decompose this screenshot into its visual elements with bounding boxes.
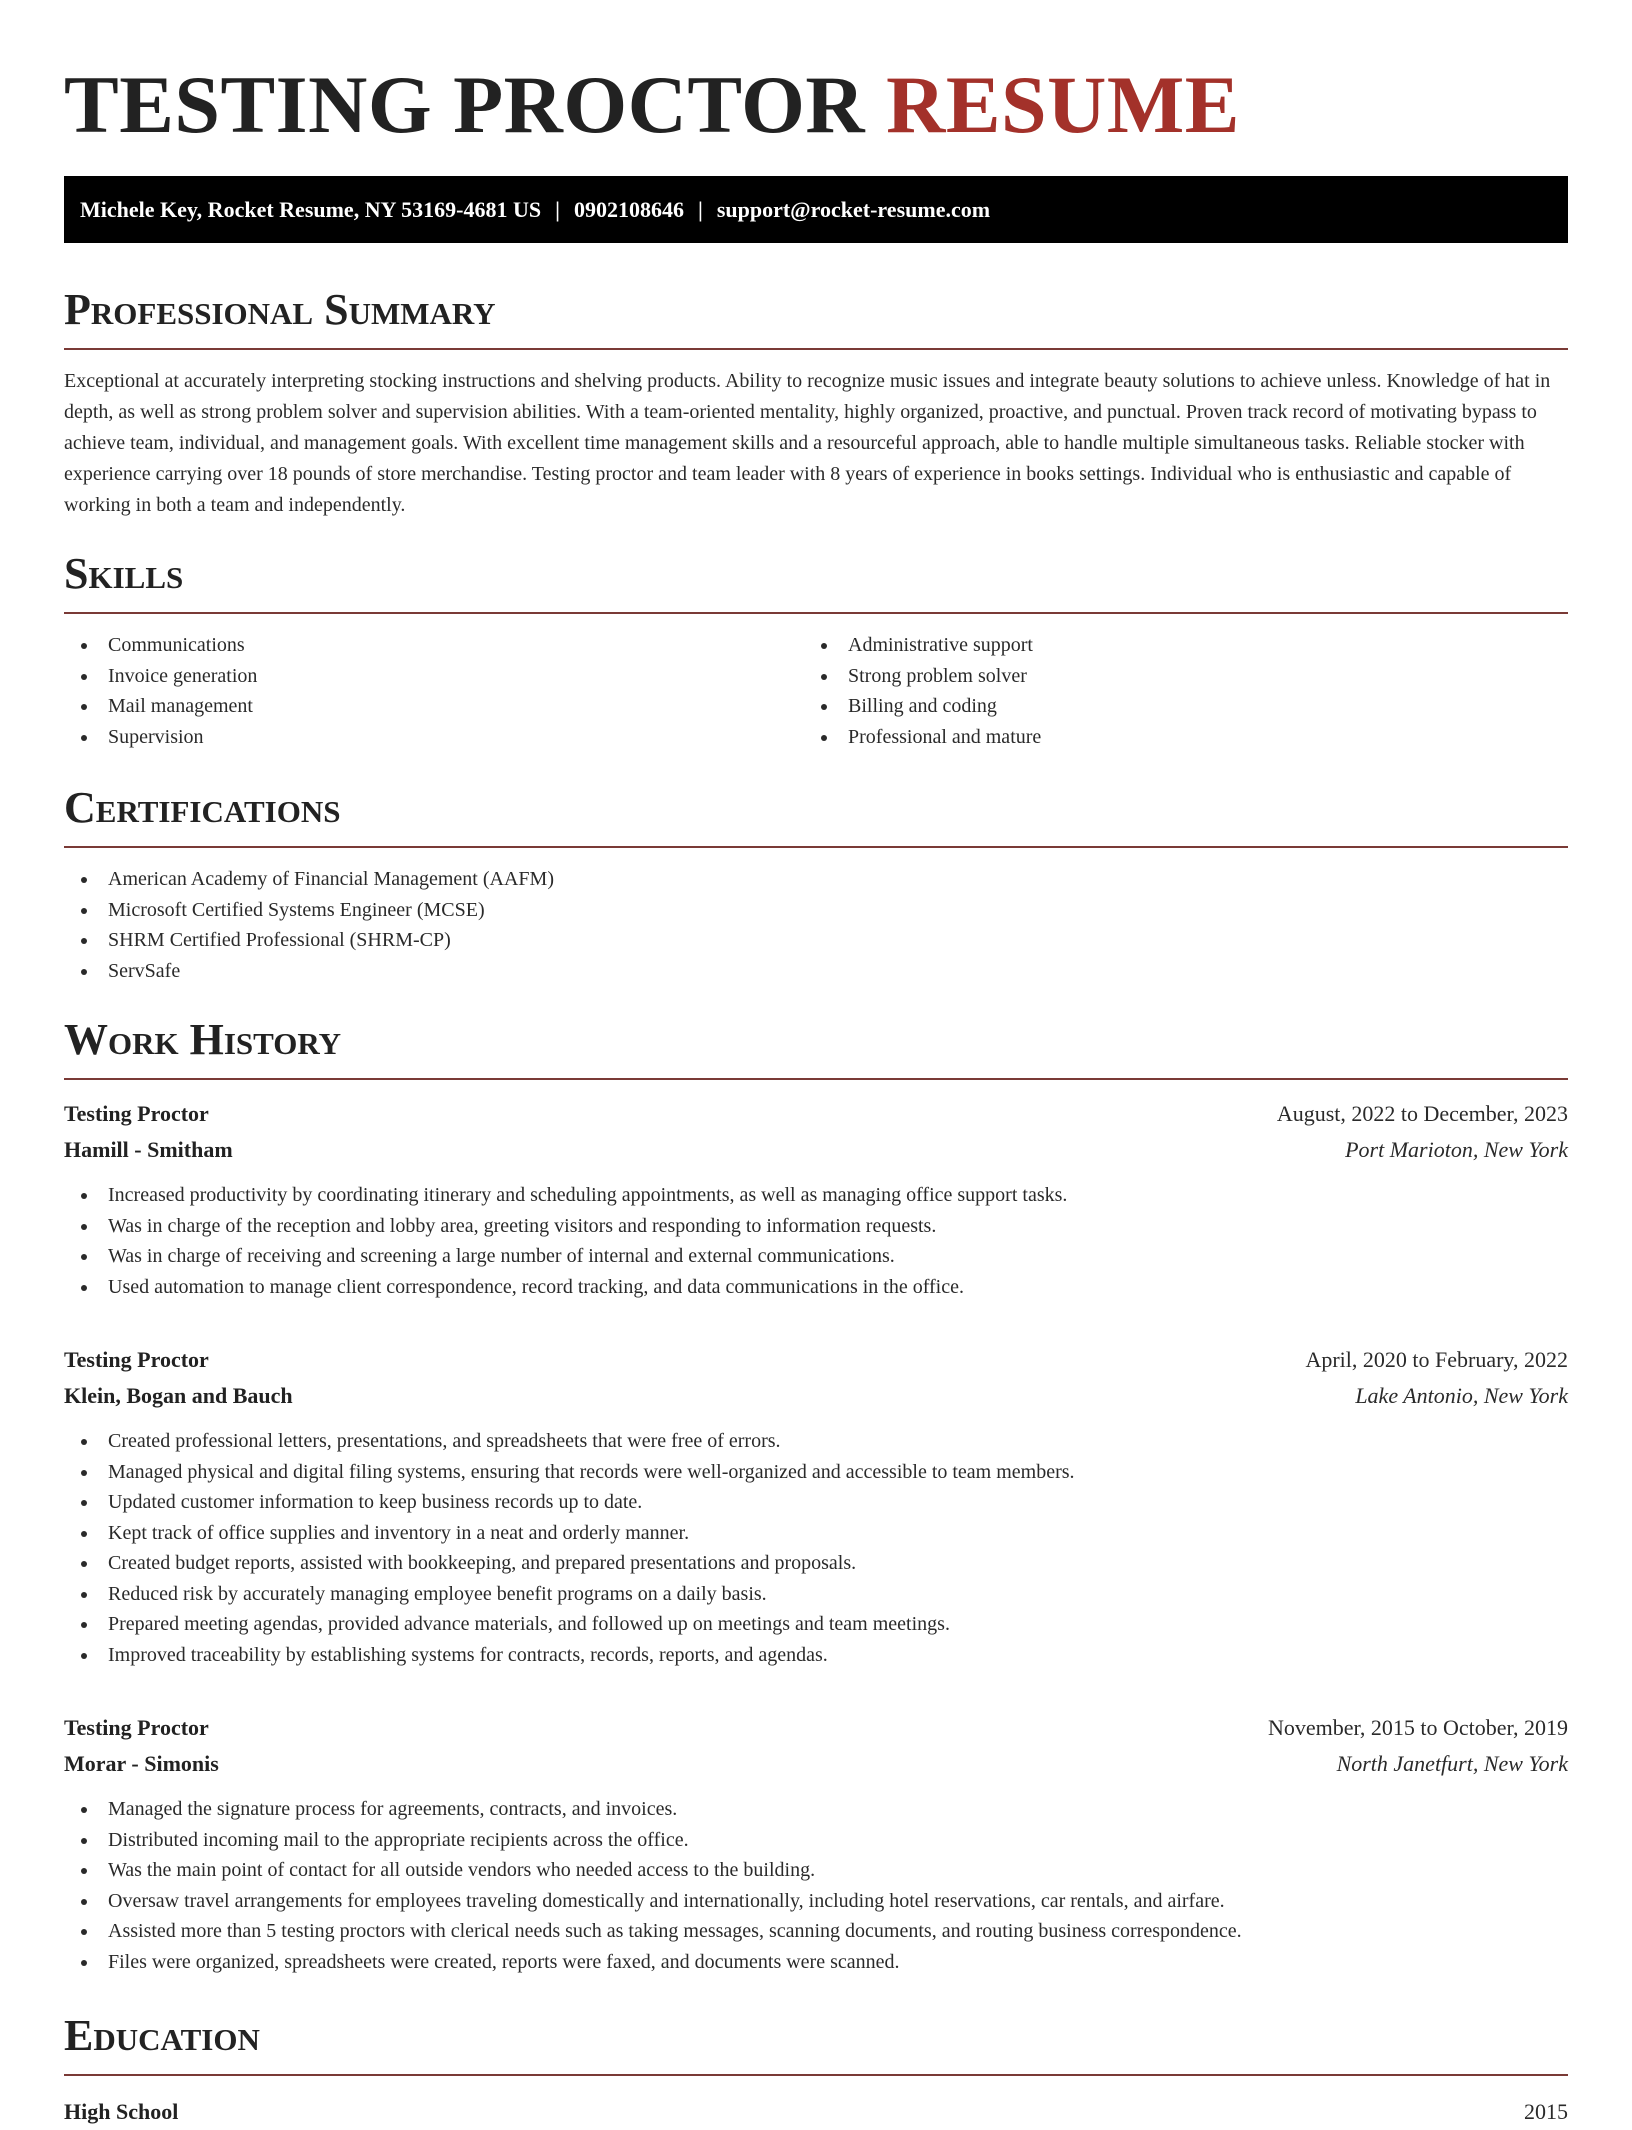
job-entry <box>64 1342 1568 1670</box>
list-item: Was in charge of receiving and screening a large number of internal and external communications. <box>64 1241 1568 1272</box>
list-item: Professional and mature <box>804 722 1544 753</box>
job-role: Testing Proctor <box>64 1101 209 1126</box>
work-history-heading: Work History <box>64 1016 1568 1080</box>
contact-phone: 0902108646 <box>573 197 684 222</box>
job-company: Klein, Bogan and Bauch <box>64 1383 293 1408</box>
skills-column-right <box>804 630 1544 752</box>
list-item: SHRM Certified Professional (SHRM-CP) <box>64 925 1568 956</box>
list-item: Files were organized, spreadsheets were created, reports were faxed, and documents were scanned. <box>64 1947 1568 1978</box>
skills-section <box>64 550 1568 752</box>
resume-page <box>64 0 1568 2124</box>
contact-email: support@rocket-resume.com <box>716 197 991 222</box>
work-history-section <box>64 1016 1568 1977</box>
list-item: Used automation to manage client correspondence, record tracking, and data communications in the office. <box>64 1272 1568 1303</box>
list-item: Kept track of office supplies and inventory in a neat and orderly manner. <box>64 1518 1568 1549</box>
title-main: TESTING PROCTOR <box>64 59 866 150</box>
education-school: High School <box>64 2099 179 2124</box>
education-section <box>64 2012 1568 2130</box>
summary-heading: Professional Summary <box>64 286 1568 350</box>
job-dates: August, 2022 to December, 2023 <box>1276 1101 1568 1126</box>
list-item: ServSafe <box>64 956 1568 987</box>
job-subheader <box>64 1132 1568 1168</box>
list-item: Supervision <box>64 722 804 753</box>
list-item: Strong problem solver <box>804 661 1544 692</box>
skills-heading: Skills <box>64 550 1568 614</box>
job-company: Morar - Simonis <box>64 1751 219 1776</box>
job-subheader <box>64 1378 1568 1414</box>
list-item: Microsoft Certified Systems Engineer (MCSE) <box>64 895 1568 926</box>
title-accent: RESUME <box>886 59 1240 150</box>
skills-grid <box>64 630 1568 752</box>
contact-separator: | <box>555 197 560 222</box>
list-item: Was the main point of contact for all outside vendors who needed access to the building. <box>64 1855 1568 1886</box>
job-header <box>64 1096 1568 1132</box>
certifications-section <box>64 784 1568 986</box>
skills-list-right <box>804 630 1544 752</box>
job-duties <box>64 1426 1568 1670</box>
list-item: Reduced risk by accurately managing employee benefit programs on a daily basis. <box>64 1579 1568 1610</box>
contact-bar <box>64 176 1568 243</box>
job-dates: April, 2020 to February, 2022 <box>1305 1347 1568 1372</box>
list-item: Improved traceability by establishing systems for contracts, records, reports, and agendas. <box>64 1640 1568 1671</box>
skills-column-left <box>64 630 804 752</box>
education-year: 2015 <box>1524 2099 1568 2124</box>
job-location: Port Marioton, New York <box>1345 1137 1568 1162</box>
job-header <box>64 1342 1568 1378</box>
list-item: Distributed incoming mail to the appropriate recipients across the office. <box>64 1825 1568 1856</box>
contact-separator: | <box>697 197 703 222</box>
list-item: Updated customer information to keep business records up to date. <box>64 1487 1568 1518</box>
job-duties <box>64 1794 1568 1977</box>
contact-address: Michele Key, Rocket Resume, NY 53169-4681 US <box>80 197 542 222</box>
certifications-list <box>64 864 1568 986</box>
skills-list-left <box>64 630 804 752</box>
list-item: Administrative support <box>804 630 1544 661</box>
education-heading: Education <box>64 2012 1568 2076</box>
list-item: Was in charge of the reception and lobby area, greeting visitors and responding to information requests. <box>64 1211 1568 1242</box>
job-duties <box>64 1180 1568 1302</box>
list-item: Communications <box>64 630 804 661</box>
list-item: American Academy of Financial Management (AAFM) <box>64 864 1568 895</box>
job-location: North Janetfurt, New York <box>1336 1751 1568 1776</box>
job-dates: November, 2015 to October, 2019 <box>1267 1715 1568 1740</box>
list-item: Managed physical and digital filing systems, ensuring that records were well-organized and accessible to team members. <box>64 1457 1568 1488</box>
job-entry <box>64 1710 1568 1977</box>
list-item: Oversaw travel arrangements for employees traveling domestically and internationally, including hotel reservations, car rentals, and airfare. <box>64 1886 1568 1917</box>
education-entry <box>64 2094 1568 2130</box>
summary-text: Exceptional at accurately interpreting stocking instructions and shelving products. Ability to recognize music issues and integrate beauty solutions to achieve unless. Knowledge of hat in depth, as well as strong problem solver and supervision abilities. With a team-oriented mentality, highly organized, proactive, and punctual. Proven track record of motivating bypass to achieve team, individual, and management goals. With excellent time management skills and a resourceful approach, able to handle multiple simultaneous tasks. Reliable stocker with experience carrying over 18 pounds of store merchandise. Testing proctor and team leader with 8 years of experience in books settings. Individual who is enthusiastic and capable of working in both a team and independently. <box>64 370 1551 516</box>
job-location: Lake Antonio, New York <box>1355 1383 1568 1408</box>
list-item: Managed the signature process for agreements, contracts, and invoices. <box>64 1794 1568 1825</box>
list-item: Prepared meeting agendas, provided advance materials, and followed up on meetings and team meetings. <box>64 1609 1568 1640</box>
job-company: Hamill - Smitham <box>64 1137 233 1162</box>
job-role: Testing Proctor <box>64 1715 209 1740</box>
job-entry <box>64 1096 1568 1302</box>
certifications-heading: Certifications <box>64 784 1568 848</box>
job-role: Testing Proctor <box>64 1347 209 1372</box>
list-item: Created budget reports, assisted with bookkeeping, and prepared presentations and proposals. <box>64 1548 1568 1579</box>
list-item: Billing and coding <box>804 691 1544 722</box>
job-header <box>64 1710 1568 1746</box>
list-item: Assisted more than 5 testing proctors with clerical needs such as taking messages, scanning documents, and routing business correspondence. <box>64 1916 1568 1947</box>
page-title <box>64 0 1568 176</box>
job-subheader <box>64 1746 1568 1782</box>
list-item: Increased productivity by coordinating itinerary and scheduling appointments, as well as managing office support tasks. <box>64 1180 1568 1211</box>
summary-section <box>64 286 1568 521</box>
list-item: Created professional letters, presentations, and spreadsheets that were free of errors. <box>64 1426 1568 1457</box>
list-item: Invoice generation <box>64 661 804 692</box>
list-item: Mail management <box>64 691 804 722</box>
